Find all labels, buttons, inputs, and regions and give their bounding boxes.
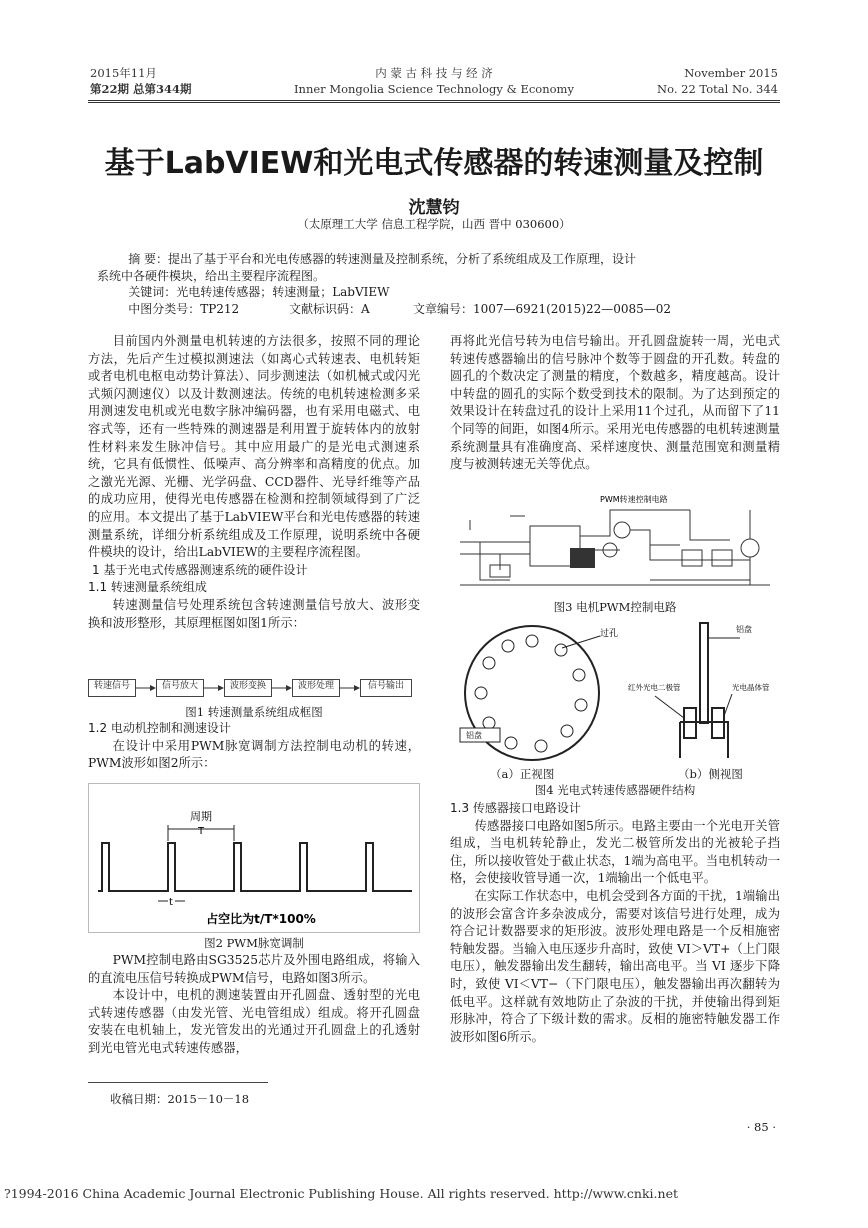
section-1-1-heading: 1.1 转速测量系统组成 xyxy=(88,580,207,595)
doc-code: 文献标识码：A xyxy=(289,301,370,316)
fig1-box-5: 信号输出 xyxy=(360,679,412,697)
keywords: 关键词：光电转速传感器；转速测量；LabVIEW xyxy=(128,285,390,299)
section-1-heading: 1 基于光电式传感器测速系统的硬件设计 xyxy=(92,562,308,577)
header-date-en: November 2015 xyxy=(684,66,778,80)
article-number: 文章编号：1007—6921(2015)22—0085—02 xyxy=(413,301,672,316)
schmitt-paragraph: 在实际工作状态中，电机会受到各方面的干扰，1端输出的波形会富含许多杂波成分，需要对该信号进行处理，成为符合记计数器要求的矩形波。波形处理电路是一个反相施密特触发器。当输入电压逐步升高时，致使 VI＞VT+（上门限电压），触发器输出发生翻转，输出高电平。当 VI 逐步下降时，致使 VI＜VT−（下门限电压），触发器输出再次翻转为低电平。这样就有效地防止了杂波的干扰，并使输出得到矩形脉冲，符合了下级计数的需求。反相的施密特触发器工作波形如图6所示。 xyxy=(450,888,780,1044)
fig3-title: PWM转速控制电路 xyxy=(600,495,668,504)
header-rule xyxy=(88,100,780,101)
received-date: 收稿日期：2015－10－18 xyxy=(110,1092,250,1106)
fig2-t-label: t xyxy=(169,897,173,908)
fig1-box-3: 波形变换 xyxy=(224,679,272,697)
section-1-2-paragraph: 在设计中采用PWM脉宽调制方法控制电动机的转速，PWM波形如图2所示： xyxy=(88,738,420,771)
figure-2-pwm xyxy=(88,783,420,933)
left-column-3 xyxy=(88,952,420,1058)
header-issue-en: No. 22 Total No. 344 xyxy=(657,82,778,96)
fig4-base-label: 铝盘 xyxy=(466,731,482,740)
figure-1-caption: 图1 转速测量系统组成框图 xyxy=(185,705,323,719)
classification-line xyxy=(97,301,773,318)
footnote-rule xyxy=(88,1082,268,1083)
figure-1 xyxy=(88,678,420,700)
header-rule-2 xyxy=(88,102,780,103)
fig4-ir-label: 红外光电二极管 xyxy=(628,683,681,692)
left-column-2 xyxy=(88,720,420,773)
figure-4-caption: 图4 光电式转速传感器硬件结构 xyxy=(534,783,696,797)
journal-name-en: Inner Mongolia Science Technology & Economy xyxy=(294,82,574,96)
pwm-circuit-paragraph: PWM控制电路由SG3525芯片及外围电路组成，将输入的直流电压信号转换成PWM信号，电路如图3所示。 xyxy=(88,953,420,985)
figure-3-circuit xyxy=(450,490,780,598)
figure-4a-label: （a）正视图 xyxy=(490,767,555,781)
fig1-box-2: 信号放大 xyxy=(156,679,204,697)
fig2-duty-formula: 占空比为t/T*100% xyxy=(206,912,316,926)
right-column-2 xyxy=(450,800,780,1046)
abstract xyxy=(97,251,773,317)
figure-4-sensor xyxy=(450,618,780,766)
class-number: 中图分类号：TP212 xyxy=(128,301,240,316)
right-paragraph-1: 再将此光信号转为电信号输出。开孔圆盘旋转一周，光电式转速传感器输出的信号脉冲个数等于圆盘的开孔数。转盘的圆孔的个数决定了测量的精度，个数越多，精度越高。设计中转盘的圆孔的实际个数受到技术的限制。为了达到预定的效果设计在转盘过孔的设计上采用11个过孔，从而留下了11个同等的间距，如图4所示。采用光电传感器的电机转速测量系统测量具有准确度高、采样速度快、测量范围宽和测量精度与被测转速无关等优点。 xyxy=(450,334,780,472)
header-date: 2015年11月 xyxy=(90,66,157,80)
page-number: · 85 · xyxy=(746,1120,776,1134)
interface-paragraph: 传感器接口电路如图5所示。电路主要由一个光电开关管组成，当电机转轮静止，发光二极管所发出的光被轮子挡住，所以接收管处于截止状态，1端为高电平。当电机转动一格，会使接收管导通一次，1端输出一个低电平。 xyxy=(450,818,780,886)
copyright-footer: ?1994-2016 China Academic Journal Electronic Publishing House. All rights reserved. http://www.cnki.net xyxy=(4,1186,678,1201)
left-column xyxy=(88,333,420,632)
figure-2-caption: 图2 PWM脉宽调制 xyxy=(204,936,304,950)
affiliation: （太原理工大学 信息工程学院，山西 晋中 030600） xyxy=(297,217,571,231)
abstract-line1: 摘 要：提出了基于平台和光电传感器的转速测量及控制系统，分析了系统组成及工作原理，设计 xyxy=(128,252,637,266)
fig1-box-1: 转速信号 xyxy=(88,679,136,697)
section-1-2-heading: 1.2 电动机控制和测速设计 xyxy=(88,721,231,735)
journal-name: 内 蒙 古 科 技 与 经 济 xyxy=(375,66,493,80)
section-1-1-paragraph: 转速测量信号处理系统包含转速测量信号放大、波形变换和波形整形，其原理框图如图1所示： xyxy=(88,597,420,630)
fig2-period-label: 周期 xyxy=(190,810,212,823)
fig1-box-4: 波形处理 xyxy=(292,679,340,697)
fig4-disc-label: 铝盘 xyxy=(736,625,752,634)
figure-4b-label: （b）侧视图 xyxy=(678,767,743,781)
fig1-arrows xyxy=(88,678,420,700)
fig2-T-label: T xyxy=(197,826,205,837)
fig4-phototransistor-label: 光电晶体管 xyxy=(732,683,770,692)
abstract-line2: 系统中各硬件模块，给出主要程序流程图。 xyxy=(97,268,326,283)
right-column xyxy=(450,333,780,474)
speed-device-paragraph: 本设计中，电机的测速装置由开孔圆盘、透射型的光电式转速传感器（由发光管、光电管组成）组成。将开孔圆盘安装在电机轴上，发光管发出的光通过开孔圆盘上的孔透射到光电管光电式转速传感器， xyxy=(88,988,420,1055)
author: 沈慧钧 xyxy=(408,198,460,218)
intro-paragraph: 目前国内外测量电机转速的方法很多，按照不同的理论方法，先后产生过模拟测速法（如离心式转速表、电机转矩或者电机电枢电动势计算法）、同步测速法（如机械式或闪光式频闪测速仪）以及计数测速法。传统的电机转速检测多采用测速发电机或光电数字脉冲编码器，也有采用电磁式、电容式等，还有一些特殊的测速器是利用置于旋转体内的放射性材料来发生脉冲信号。其中应用最广的是光电式测速系统，它具有低惯性、低噪声、高分辨率和高精度的优点。加之激光光源、光栅、光学码盘、CCD器件、光导纤维等产品的成功应用，使得光电传感器在检测和控制领域得到了广泛的应用。本文提出了基于LabVIEW平台和光电传感器的转速测量系统，详细分析系统组成及工作原理，说明系统中各硬件模块的设计，给出LabVIEW的主要程序流程图。 xyxy=(88,334,420,560)
figure-3-caption: 图3 电机PWM控制电路 xyxy=(553,600,677,614)
section-1-3-heading: 1.3 传感器接口电路设计 xyxy=(450,801,581,815)
fig4-hole-label: 过孔 xyxy=(600,629,619,639)
header-issue: 第22期 总第344期 xyxy=(90,82,192,96)
paper-title: 基于LabVIEW和光电式传感器的转速测量及控制 xyxy=(104,146,764,181)
